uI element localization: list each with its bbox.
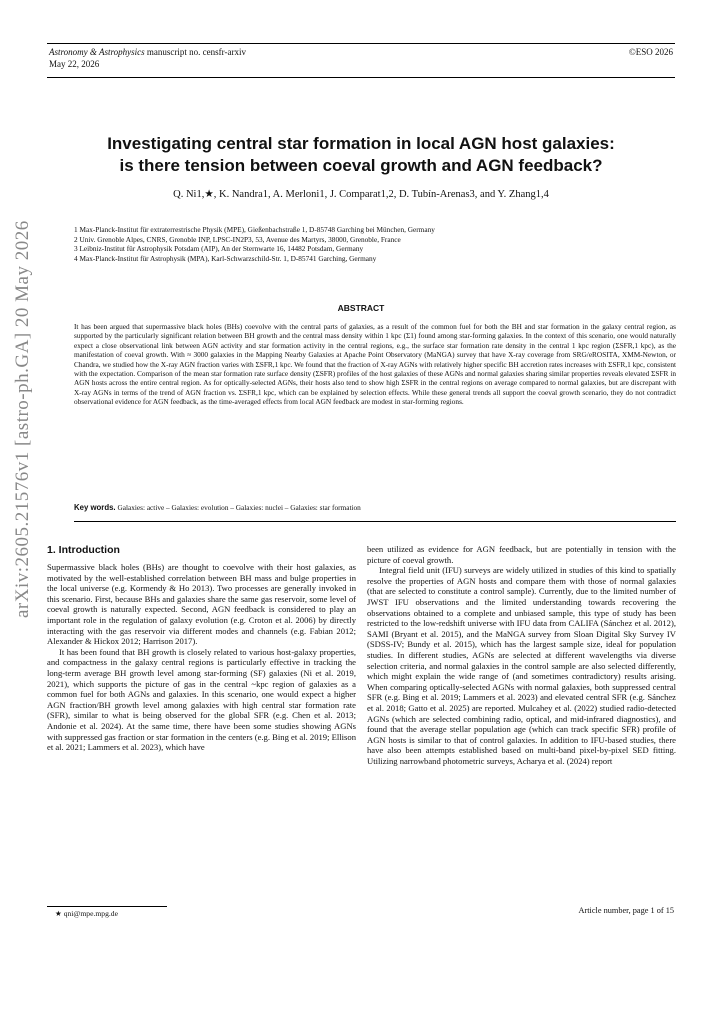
abstract-text: It has been argued that supermassive black holes (BHs) coevolve with the central parts of galaxies, as a result of the common fuel for both the BH and star formation in the galaxy central region, as supported by the particularly significant relation between BH growth and the central mass density within 1 kpc (Σ1) found among star-forming galaxies. In the context of this scenario, one would naturally expect a close observational link between AGN activity and star formation activity in the central regions, e.g., the surface star formation rate density in the central 1 kpc region (ΣSFR,1 kpc), as the manifestation of coeval growth. With ≈ 3000 galaxies in the Mapping Nearby Galaxies at Apache Point Observatory (MaNGA) survey that have X-ray coverage from SRG/eROSITA, XMM-Newton, or Chandra, we studied how the X-ray AGN fraction varies with ΣSFR,1 kpc. We found that the fraction of X-ray AGNs with relatively higher specific BH accretion rates increases with ΣSFR,1 kpc, consistent with the expectation. Comparison of the mean star formation rate surface density (ΣSFR) profiles of the host galaxies of these AGNs and normal galaxies sharing similar properties reveals elevated ΣSFR in AGN hosts across the entire central region. As for optically-selected AGNs, their hosts also tend to show high ΣSFR in the central regions on average compared to normal galaxies, but are discrepant with X-ray AGNs in terms of the trend of AGN fraction vs. ΣSFR,1 kpc, which can be explained by selection effects. While these general trends all support the coeval growth scenario, they do not contradict observational evidence for AGN feedback, as the time-averaged effects from local AGN feedback are modest in star-forming regions. — [74, 322, 676, 407]
footnote-email: ★ qni@mpe.mpg.de — [55, 909, 118, 918]
abstract-heading: ABSTRACT — [337, 303, 385, 313]
paragraph: It has been found that BH growth is closely related to various host-galaxy properties, and compactness in the galaxy central regions is particularly effective in tracking the long-term average BH growth level among star-forming (SF) galaxies (Ni et al. 2019, 2021), which supports the picture of gas in the central ~kpc region of galaxies as a common fuel for both AGNs and galaxies. In this scenario, one would expect a higher AGN fraction/BH growth level among galaxies with high central star formation rate (SFR), similar to what is being observed for the global SFR (e.g. Chen et al. 2013; Andonie et al. 2024). At the same time, there have been some studies showing AGNs with suppressed gas fraction or star formation in the centers (e.g. Bing et al. 2019; Ellison et al. 2021; Lammers et al. 2023), which have — [47, 646, 356, 753]
manuscript-date: May 22, 2026 — [49, 59, 100, 69]
keywords-list: Galaxies: active – Galaxies: evolution – Galaxies: nuclei – Galaxies: star formation — [117, 503, 361, 512]
keywords-label: Key words. — [74, 503, 116, 512]
right-column — [367, 544, 676, 766]
keywords-divider — [74, 521, 676, 522]
affiliation-1: 1 Max-Planck-Institut für extraterrestrische Physik (MPE), Gießenbachstraße 1, D-85748 Garching bei München, Germany — [74, 225, 435, 234]
affiliations — [74, 225, 674, 263]
paragraph: Integral field unit (IFU) surveys are widely utilized in studies of this kind to spatially resolve the properties of AGN hosts and compare them with those of normal galaxies (that are selected to constitute a control sample). Currently, due to the limited number of JWST IFU observations and the limited understanding towards recovering the observations obtained to a complete and unbiased sample, this type of study has been restricted to the low-redshift universe with IFU data from CALIFA (Sánchez et al. 2012), SAMI (Bryant et al. 2015), and the MaNGA survey from Sloan Digital Sky Survey IV (SDSS-IV; Bundy et al. 2015), which has the largest sample size, ideal for population studies. In different studies, AGNs are selected at different wavelengths via diverse selection criteria, and normal galaxies in the control sample are also selected differently, which might explain the wide range of (and sometimes contradictory) results arising. When comparing optically-selected AGNs with normal galaxies, both suppressed central SFR (e.g. Bing et al. 2019; Lammers et al. 2023) and elevated central SFR (e.g. Sánchez et al. 2018; Gatto et al. 2025) are reported. Mulcahey et al. (2022) studied radio-detected AGNs (which are selected combining radio, optical, and mid-infrared diagnostics), and found that the average stellar population age (which can track specific SFR) profile of AGN hosts is similar to that of control galaxies. In addition to IFU-based studies, there have also been attempts established based on multi-band pixel-by-pixel SED fitting. Utilizing narrowband photometric surveys, Acharya et al. (2024) report — [367, 565, 676, 766]
paper-title — [47, 133, 675, 177]
author-list: Q. Ni1,★, K. Nandra1, A. Merloni1, J. Comparat1,2, D. Tubín-Arenas3, and Y. Zhang1,4 — [173, 189, 549, 200]
left-column — [47, 562, 356, 753]
affiliation-4: 4 Max-Planck-Institut für Astrophysik (MPA), Karl-Schwarzschild-Str. 1, D-85741 Garching, Germany — [74, 253, 377, 263]
manuscript-header — [47, 43, 675, 78]
paragraph: Supermassive black holes (BHs) are thought to coevolve with their host galaxies, as motivated by the well-established correlation between BH mass and bulge properties in the local universe (e.g. Kormendy & Ho 2013). Two processes are generally invoked in this scenario. First, because BHs and galaxies share the same gas reservoir, some level of coeval growth is naturally expected. Second, AGN feedback is considered to play an important role in the regulation of galaxy evolution (e.g. Croton et al. 2006) by directly interacting with the gas reservoir via different modes and channels (e.g. Fabian 2012; Alexander & Hickox 2012; Harrison 2017). — [47, 562, 356, 647]
journal-name: Astronomy & Astrophysics — [49, 47, 145, 57]
copyright: ©ESO 2026 — [628, 47, 673, 57]
page-number: Article number, page 1 of 15 — [578, 906, 674, 915]
keywords — [74, 503, 676, 512]
footnote-rule — [47, 906, 167, 907]
affiliation-2: 2 Univ. Grenoble Alpes, CNRS, Grenoble INP, LPSC-IN2P3, 53, Avenue des Martyrs, 38000, Grenoble, France — [74, 234, 401, 244]
affiliation-3: 3 Leibniz-Institut für Astrophysik Potsdam (AIP), An der Sternwarte 16, 14482 Potsdam, Germany — [74, 244, 364, 254]
journal-line — [49, 47, 246, 58]
section-heading-introduction: 1. Introduction — [47, 544, 120, 556]
title-line-1: Investigating central star formation in local AGN host galaxies: — [107, 134, 615, 153]
paragraph: been utilized as evidence for AGN feedback, but are potentially in tension with the picture of coeval growth. — [367, 544, 676, 565]
arxiv-sidebar-stamp: arXiv:2605.21576v1 [astro-ph.GA] 20 May 2026 — [12, 220, 33, 618]
manuscript-id: manuscript no. censfr-arxiv — [146, 47, 246, 57]
title-line-2: is there tension between coeval growth and AGN feedback? — [119, 156, 603, 175]
